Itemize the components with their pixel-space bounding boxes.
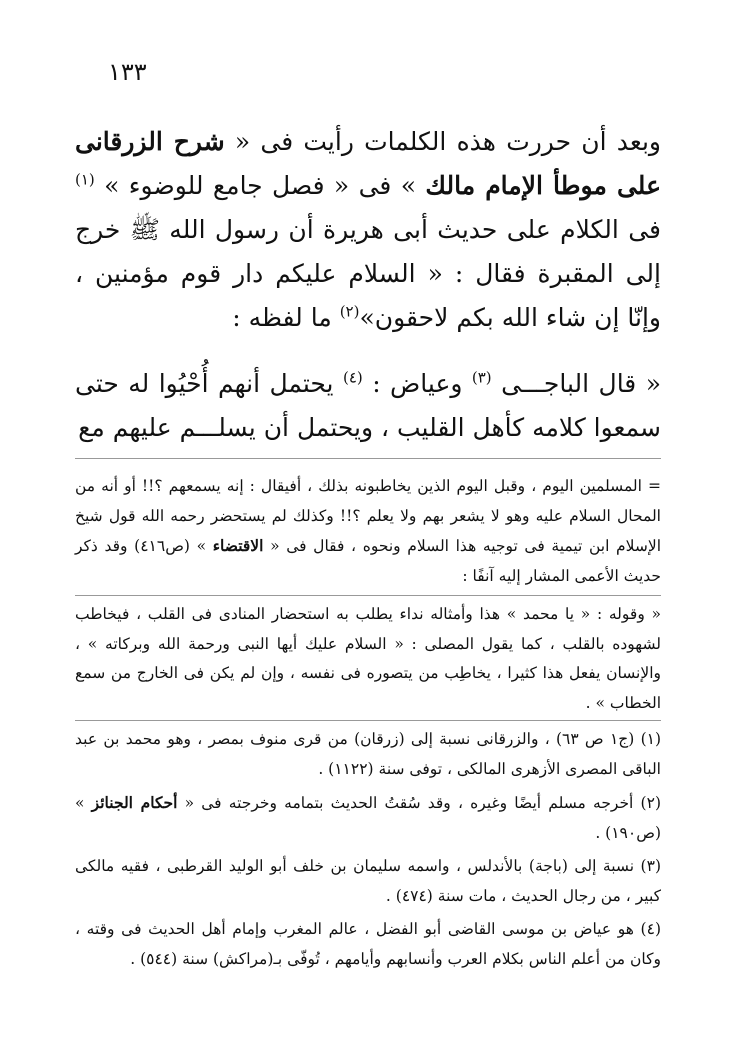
footnote-1: (١) (ج١ ص ٦٣) ، والزرقانى نسبة إلى (زرقان) من قرى منوف بمصر ، وهو محمد بن عبد الباقى المصرى الأزهرى المالكى ، توفى سنة (١١٢٢) . — [75, 730, 662, 778]
fn-cont-text-b: » (ص٤١٦) وقد ذكر حديث الأعمى المشار إليه آنفًا : — [75, 537, 661, 585]
p2-text-a: « قال الباجـــى — [491, 369, 661, 398]
p2-text-b: وعياض : — [362, 369, 472, 398]
footnote-separator — [75, 595, 661, 596]
p1-text-c: فى الكلام على حديث أبى هريرة أن رسول الله ﷺ خرج إلى المقبرة فقال : « السلام عليكم دار قوم مؤمنين ، وإنّا إن شاء الله بكم لاحقون» — [75, 215, 661, 332]
fn2-text-a: (٢) أخرجه مسلم أيضًا وغيره ، وقد سُقتُ الحديث بتمامه وخرجته فى « — [177, 794, 661, 812]
book-title-janaiz: أحكام الجنائز — [91, 793, 178, 812]
paragraph-1 — [75, 120, 661, 340]
footnote-ref-3: (٣) — [471, 368, 492, 387]
footnote-continued — [75, 472, 661, 591]
footnote-2 — [75, 788, 661, 848]
footnote-quote: « وقوله : « يا محمد » هذا وأمثاله نداء يطلب به استحضار المنادى فى القلب ، فيخاطب لشهوده بالقلب ، كما يقول المصلى : « السلام عليك أيها النبى ورحمة الله وبركاته » ، والإنسان يفعل هذا كثيرا ، يخاطِب من يتصوره فى نفسه ، وإن لم يكن فى الخارج من سمع الخطاب » . — [75, 605, 661, 712]
footnotes — [75, 472, 661, 978]
page-number: ١٣٣ — [108, 58, 147, 86]
p1-text-d: ما لفظه : — [232, 303, 340, 332]
footnote-ref-1: (١) — [75, 170, 95, 189]
footnote-3: (٣) نسبة إلى (باجة) بالأندلس ، واسمه سليمان بن خلف أبو الوليد القرطبى ، فقيه مالكى كبير ، من رجال الحديث ، مات سنة (٤٧٤) . — [75, 857, 661, 905]
fn-cont-text-a: = المسلمين اليوم ، وقبل اليوم الذين يخاطبونه بذلك ، أفيقال : إنه يسمعهم ؟!! أو أنه من المحال السلام عليه وهو لا يشعر بهم ولا يعلم ؟!! وكذلك لم يستحضر رحمه الله قول شيخ الإسلام ابن تيمية فى توجيه هذا السلام ونحوه ، فقال فى « — [75, 477, 662, 555]
main-text — [75, 120, 661, 450]
paragraph-2 — [75, 362, 661, 450]
footnote-separator — [75, 720, 661, 721]
footnote-ref-2: (٢) — [339, 302, 360, 321]
p1-text-a: وبعد أن حررت هذه الكلمات رأيت فى « — [224, 127, 661, 156]
book-title-zurqani: شرح الزرقانى على موطأ الإمام مالك — [75, 127, 661, 200]
p1-text-b: » فى « فصل جامع للوضوء » — [94, 171, 426, 200]
footnote-4: (٤) هو عياض بن موسى القاضى أبو الفضل ، عالم المغرب وإمام أهل الحديث فى وقته ، وكان من أعلم الناس بكلام العرب وأنسابهم وأيامهم ، تُوفّى بـ(مراكش) سنة (٥٤٤) . — [75, 920, 661, 968]
footnote-divider — [75, 458, 661, 459]
p2-text-c: يحتمل أنهم أُحْيُوا له حتى سمعوا كلامه كأهل القليب ، ويحتمل أن يسلـــم عليهم مع — [75, 369, 661, 442]
book-title-iqtida: الاقتضاء — [212, 536, 264, 555]
footnote-ref-4: (٤) — [342, 368, 363, 387]
fn2-text-b: » (ص١٩٠) . — [75, 794, 661, 842]
